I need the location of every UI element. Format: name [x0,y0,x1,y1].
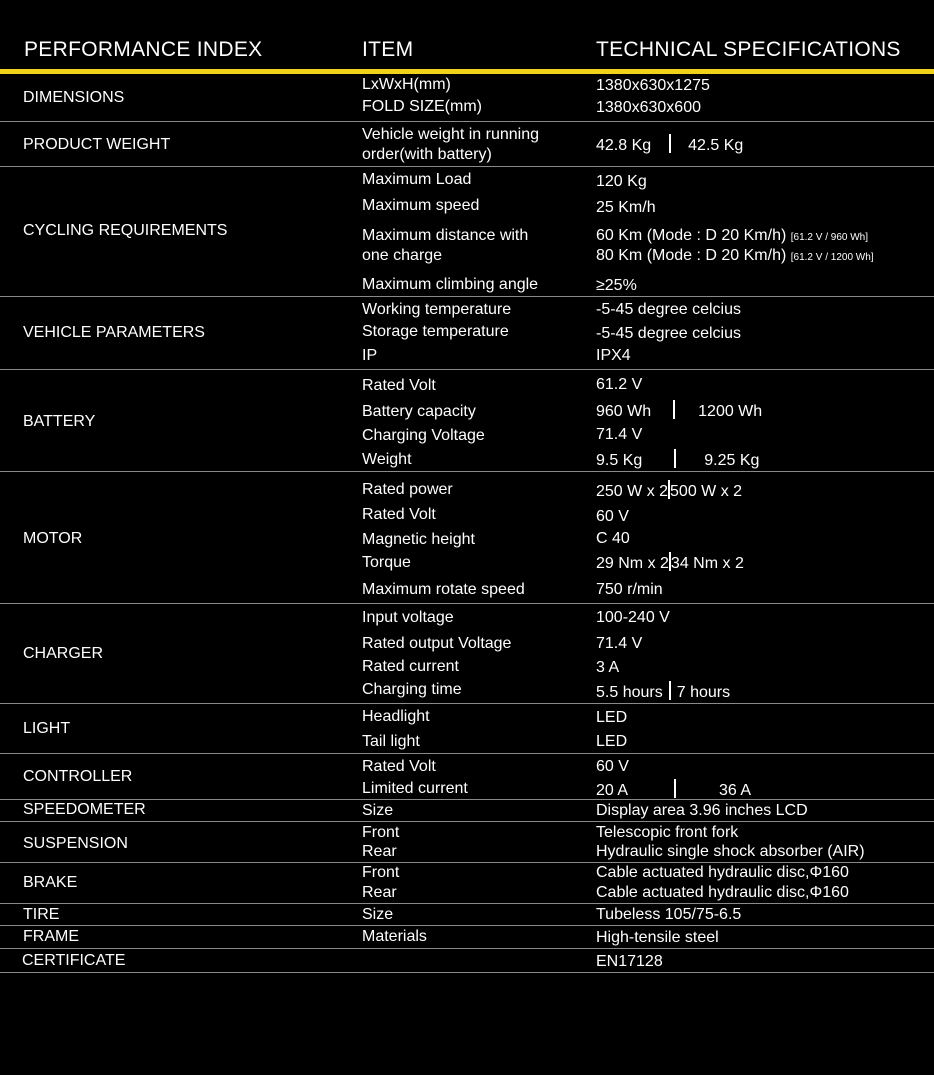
item-maximum-distance-line2: one charge [362,247,443,264]
value-torque [596,552,744,574]
item-input-voltage: Input voltage [362,609,454,626]
value-distance-960 [596,226,868,248]
row-divider [0,799,934,800]
value-controller-rated-volt: 60 V [596,758,629,775]
value-maximum-speed: 25 Km/h [596,199,656,216]
item-frame-materials: Materials [362,928,427,945]
value-battery-weight [596,449,759,471]
value-tail-light: LED [596,733,628,750]
value-speedometer-size: Display area 3.96 inches LCD [596,802,808,819]
row-divider [0,925,934,926]
section-controller: CONTROLLER [23,768,133,785]
value-maximum-climbing-angle: ≥25% [596,277,637,294]
value-limited-current [596,779,751,801]
value-torque-a: 29 Nm x 2 [596,555,669,572]
section-speedometer: SPEEDOMETER [23,801,146,818]
value-weight-b: 42.5 Kg [688,137,744,154]
section-product-weight: PRODUCT WEIGHT [23,136,171,153]
value-bat-weight-a: 9.5 Kg [596,452,643,469]
section-battery: BATTERY [23,413,96,430]
section-tire: TIRE [23,906,60,923]
item-maximum-speed: Maximum speed [362,197,480,214]
value-rated-current: 3 A [596,659,620,676]
section-motor: MOTOR [23,530,83,547]
value-separator [669,681,671,700]
value-power-b: 500 W x 2 [670,483,743,500]
value-vehicle-weight [596,134,743,156]
header-accent-bar [0,69,934,74]
item-torque: Torque [362,554,411,571]
item-tail-light: Tail light [362,733,420,750]
value-time-b: 7 hours [676,684,731,701]
value-suspension-front: Telescopic front fork [596,824,739,841]
value-bat-weight-b: 9.25 Kg [704,452,760,469]
item-charging-voltage: Charging Voltage [362,427,485,444]
value-ip: IPX4 [596,347,631,364]
value-rated-power [596,480,742,502]
item-charging-time: Charging time [362,681,462,698]
value-distance-1200 [596,246,874,268]
value-distance-1200-text: 80 Km (Mode : D 20 Km/h) [596,247,787,264]
section-certificate: CERTIFICATE [22,952,126,969]
item-battery-rated-volt: Rated Volt [362,377,436,394]
value-certificate: EN17128 [596,953,663,970]
value-brake-front: Cable actuated hydraulic disc,Φ160 [596,864,849,881]
value-lxwxh: 1380x630x1275 [596,77,710,94]
value-motor-rated-volt: 60 V [596,508,629,525]
value-maximum-load: 120 Kg [596,173,647,190]
value-input-voltage: 100-240 V [596,609,670,626]
section-light: LIGHT [23,720,71,737]
row-divider [0,369,934,370]
value-power-a: 250 W x 2 [596,483,669,500]
item-vehicle-weight-line1: Vehicle weight in running [362,126,540,143]
value-charging-voltage: 71.4 V [596,426,643,443]
value-weight-a: 42.8 Kg [596,137,652,154]
value-current-b: 36 A [719,782,752,799]
value-brake-rear: Cable actuated hydraulic disc,Φ160 [596,884,849,901]
value-distance-1200-note: [61.2 V / 1200 Wh] [790,252,874,263]
item-rated-current: Rated current [362,658,459,675]
section-charger: CHARGER [23,645,104,662]
value-distance-960-note: [61.2 V / 960 Wh] [790,232,869,243]
value-magnetic-height: C 40 [596,530,630,547]
value-battery-capacity [596,400,762,422]
section-vehicle-parameters: VEHICLE PARAMETERS [23,324,205,341]
section-dimensions: DIMENSIONS [23,89,125,106]
value-current-a: 20 A [596,782,629,799]
row-divider [0,753,934,754]
row-divider [0,948,934,949]
value-battery-rated-volt: 61.2 V [596,376,643,393]
value-charging-time [596,681,730,703]
value-time-a: 5.5 hours [596,684,663,701]
header-technical-specifications: TECHNICAL SPECIFICATIONS [596,38,901,61]
row-divider [0,296,934,297]
item-maximum-distance-line1: Maximum distance with [362,227,529,244]
value-separator [674,779,676,798]
item-brake-front: Front [362,864,400,881]
item-rated-output-voltage: Rated output Voltage [362,635,512,652]
value-torque-b: 34 Nm x 2 [670,555,744,572]
value-suspension-rear: Hydraulic single shock absorber (AIR) [596,843,865,860]
row-divider [0,166,934,167]
item-lxwxh: LxWxH(mm) [362,76,451,93]
section-suspension: SUSPENSION [23,835,128,852]
value-maximum-rotate-speed: 750 r/min [596,581,663,598]
item-motor-rated-volt: Rated Volt [362,506,436,523]
item-magnetic-height: Magnetic height [362,531,475,548]
value-distance-960-text: 60 Km (Mode : D 20 Km/h) [596,227,787,244]
value-frame-materials: High-tensile steel [596,929,719,946]
value-capacity-b: 1200 Wh [698,403,763,420]
item-suspension-front: Front [362,824,400,841]
value-working-temperature: -5-45 degree celcius [596,301,741,318]
item-headlight: Headlight [362,708,430,725]
value-separator [669,134,671,153]
section-frame: FRAME [23,928,79,945]
item-tire-size: Size [362,906,394,923]
item-controller-rated-volt: Rated Volt [362,758,436,775]
value-tire-size: Tubeless 105/75-6.5 [596,906,742,923]
item-suspension-rear: Rear [362,843,397,860]
value-capacity-a: 960 Wh [596,403,652,420]
header-performance-index: PERFORMANCE INDEX [24,38,263,61]
value-separator [674,449,676,468]
value-storage-temperature: -5-45 degree celcius [596,325,741,342]
item-battery-weight: Weight [362,451,412,468]
value-fold-size: 1380x630x600 [596,99,701,116]
item-maximum-rotate-speed: Maximum rotate speed [362,581,525,598]
row-divider [0,603,934,604]
item-fold-size: FOLD SIZE(mm) [362,98,482,115]
item-maximum-climbing-angle: Maximum climbing angle [362,276,539,293]
item-working-temperature: Working temperature [362,301,512,318]
item-rated-power: Rated power [362,481,453,498]
header-item: ITEM [362,38,414,61]
item-battery-capacity: Battery capacity [362,403,476,420]
row-divider [0,903,934,904]
section-brake: BRAKE [23,874,78,891]
item-brake-rear: Rear [362,884,397,901]
value-separator [673,400,675,419]
row-divider [0,821,934,822]
section-cycling-requirements: CYCLING REQUIREMENTS [23,222,228,239]
row-divider [0,121,934,122]
row-divider [0,703,934,704]
item-storage-temperature: Storage temperature [362,323,509,340]
item-maximum-load: Maximum Load [362,171,472,188]
item-speedometer-size: Size [362,802,394,819]
value-headlight: LED [596,709,628,726]
value-rated-output-voltage: 71.4 V [596,635,643,652]
item-limited-current: Limited current [362,780,468,797]
row-divider [0,471,934,472]
item-vehicle-weight-line2: order(with battery) [362,146,492,163]
item-ip: IP [362,347,378,364]
row-divider [0,972,934,973]
